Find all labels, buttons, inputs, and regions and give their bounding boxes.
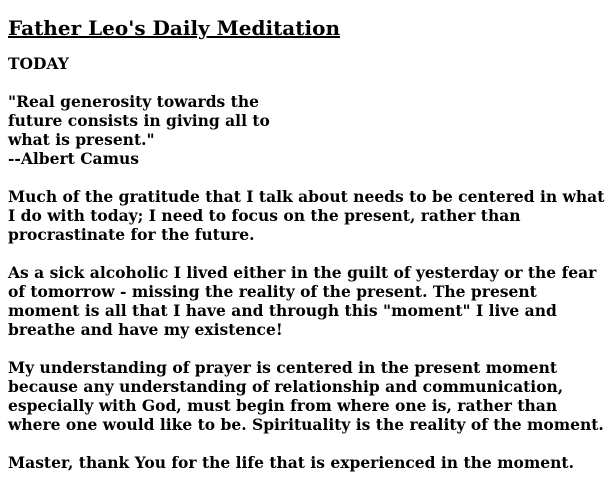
quote-line: future consists in giving all to (8, 111, 270, 130)
meditation-paragraph: My understanding of prayer is centered in the present moment because any understanding of relationship and communication, especially with God, must begin from where one is, rather than where one would like to be. Spirituality is the reality of the moment. (8, 358, 604, 434)
quote-line: "Real generosity towards the (8, 92, 259, 111)
quote-attribution: --Albert Camus (8, 149, 139, 168)
day-label: TODAY (8, 54, 69, 73)
quote-line: what is present." (8, 130, 155, 149)
meditation-paragraph: As a sick alcoholic I lived either in the guilt of yesterday or the fear of tomorrow - missing the reality of the present. The present moment is all that I have and through this "moment" I live and breathe and have my existence! (8, 263, 597, 339)
closing-prayer: Master, thank You for the life that is experienced in the moment. (8, 453, 574, 472)
meditation-page (8, 14, 608, 472)
page-title: Father Leo's Daily Meditation (8, 16, 340, 40)
meditation-paragraph: Much of the gratitude that I talk about needs to be centered in what I do with today; I need to focus on the present, rather than procrastinate for the future. (8, 187, 605, 244)
quote-block (8, 92, 608, 168)
